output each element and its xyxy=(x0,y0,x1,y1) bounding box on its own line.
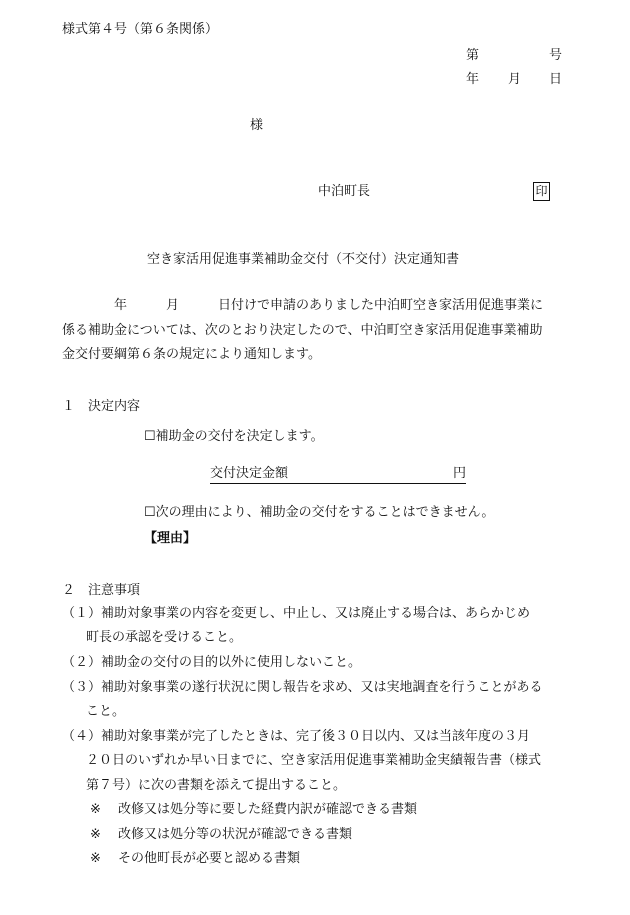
amount-field xyxy=(210,466,466,484)
body-line: 年 月 日付けで申請のありました中泊町空き家活用促進事業に xyxy=(62,298,544,313)
addressee-honorific: 様 xyxy=(250,118,264,133)
note-item: （３）補助対象事業の遂行状況に関し報告を求め、又は実地調査を行うことがある xyxy=(62,680,543,695)
attachment-item: 改修又は処分等に要した経費内訳が確認できる書類 xyxy=(118,802,418,817)
attachment-mark: ※ xyxy=(90,827,101,842)
number-suffix: 号 xyxy=(548,48,562,63)
form-number: 様式第４号（第６条関係） xyxy=(62,22,219,37)
document-title: 空き家活用促進事業補助金交付（不交付）決定通知書 xyxy=(147,252,460,267)
number-prefix: 第 xyxy=(466,48,480,63)
note-continuation: 第７号）に次の書類を添えて提出すること。 xyxy=(86,778,347,793)
option-approve: ☐補助金の交付を決定します。 xyxy=(144,429,324,444)
note-continuation: こと。 xyxy=(86,704,126,719)
amount-label: 交付決定金額 xyxy=(210,466,289,481)
body-paragraph xyxy=(62,294,566,368)
date-year: 年 xyxy=(466,72,480,87)
seal-mark: 印 xyxy=(533,182,550,201)
date-month: 月 xyxy=(508,72,522,87)
date-day: 日 xyxy=(548,72,562,87)
attachment-mark: ※ xyxy=(90,851,101,866)
option-reject: ☐次の理由により、補助金の交付をすることはできません。 xyxy=(144,505,495,520)
section-heading-decision: １ 決定内容 xyxy=(62,399,141,414)
sender-name: 中泊町長 xyxy=(318,184,371,199)
attachment-item: その他町長が必要と認める書類 xyxy=(118,851,301,866)
body-line: 金交付要綱第６条の規定により通知します。 xyxy=(62,347,321,362)
attachment-mark: ※ xyxy=(90,802,101,817)
note-item: （２）補助金の交付の目的以外に使用しないこと。 xyxy=(62,655,362,670)
note-item: （４）補助対象事業が完了したときは、完了後３０日以内、又は当該年度の３月 xyxy=(62,729,531,744)
reason-label: 【理由】 xyxy=(144,531,197,546)
section-heading-notes: ２ 注意事項 xyxy=(62,583,141,598)
amount-unit: 円 xyxy=(452,466,466,481)
note-continuation: ２０日のいずれか早い日までに、空き家活用促進事業補助金実績報告書（様式 xyxy=(86,753,542,768)
attachment-item: 改修又は処分等の状況が確認できる書類 xyxy=(118,827,353,842)
note-item: （１）補助対象事業の内容を変更し、中止し、又は廃止する場合は、あらかじめ xyxy=(62,606,531,621)
note-continuation: 町長の承認を受けること。 xyxy=(86,630,243,645)
body-line: 係る補助金については、次のとおり決定したので、中泊町空き家活用促進事業補助 xyxy=(62,322,543,338)
